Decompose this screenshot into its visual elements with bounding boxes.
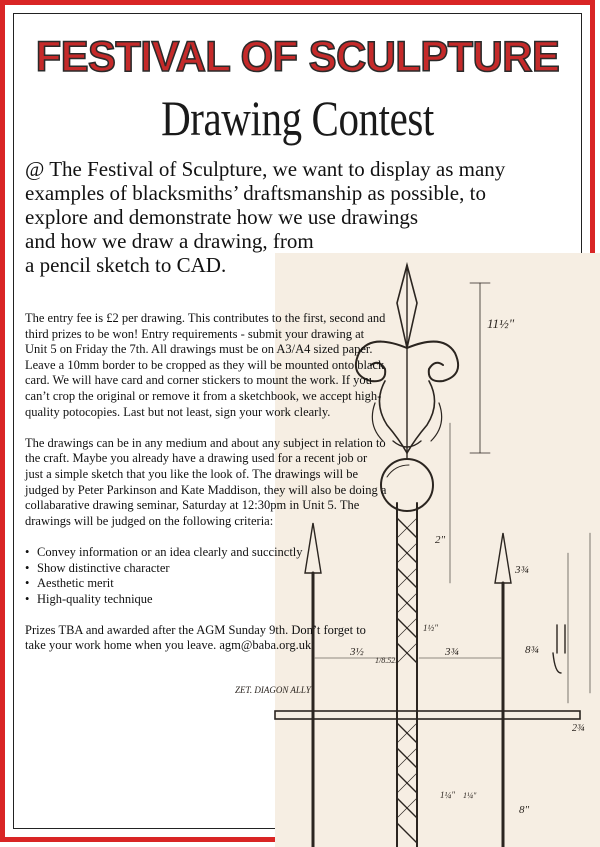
- entry-paragraph: The entry fee is £2 per drawing. This contributes to the first, second and third prizes to be won! Entry requirements - submit your drawing at Unit 5 on Friday the 7th. All drawings must be on A3/A4 sized paper. Leave a 10mm border to be cropped as they will be mounted onto black card. We will have card and corner stickers to mount the work. If you can’t crop the original or remove it from a sketchbook, we accept high-quality potocopies. Last but not least, sign your work clearly.: [25, 311, 386, 419]
- dimension-label: 1½": [423, 623, 439, 633]
- intro-line: @ The Festival of Sculpture, we want to display as many: [25, 157, 506, 181]
- criteria-item: [25, 545, 387, 561]
- criteria-item: [25, 576, 387, 592]
- intro-line: a pencil sketch to CAD.: [25, 253, 227, 277]
- dimension-label: 8¾: [525, 644, 539, 656]
- intro-line: and how we draw a drawing, from: [25, 229, 314, 253]
- bullet-icon: •: [25, 544, 30, 559]
- dimension-label: 3½: [350, 646, 364, 658]
- poster-title: FESTIVAL OF SCULPTURE: [35, 33, 560, 81]
- dimension-label: ZET. DIAGON ALLY: [235, 685, 311, 695]
- dimension-label: 1¼": [440, 790, 456, 800]
- dimension-label: 11½": [487, 316, 515, 331]
- bullet-icon: •: [25, 560, 30, 575]
- judging-paragraph: The drawings can be in any medium and about any subject in relation to the craft. Maybe you already have a drawing used for a recent job or just a simple sketch that you like the look of. The drawings will be judged by Peter Parkinson and Kate Maddison, they will also be doing a collabarative drawing seminar, Saturday at 12:30pm in Unit 5. The drawings will be judged on the following criteria:: [25, 435, 387, 528]
- dimension-label: 1/8.52.: [375, 656, 398, 665]
- criteria-text: Show distinctive character: [37, 560, 170, 575]
- criteria-text: Convey information or an idea clearly and succinctly: [37, 544, 303, 559]
- intro-line: explore and demonstrate how we use drawings: [25, 205, 419, 229]
- dimension-label: 3¾: [445, 646, 459, 658]
- dimension-label: 2": [435, 534, 446, 546]
- criteria-text: High-quality technique: [37, 591, 153, 606]
- prizes-paragraph: Prizes TBA and awarded after the AGM Sunday 9th. Don’t forget to take your work home when you leave. agm@baba.org.uk: [25, 622, 366, 653]
- dimension-label: 3¾: [515, 564, 529, 576]
- criteria-item: [25, 592, 387, 608]
- criteria-item: [25, 561, 387, 577]
- criteria-text: Aesthetic merit: [37, 576, 114, 591]
- bullet-icon: •: [25, 576, 30, 591]
- bullet-icon: •: [25, 591, 30, 606]
- poster-subtitle: Drawing Contest: [161, 90, 434, 146]
- criteria-list: [25, 545, 387, 607]
- dimension-label: 8": [519, 804, 530, 816]
- dimension-label: 2¾: [572, 723, 585, 734]
- intro-line: examples of blacksmiths’ draftsmanship as possible, to: [25, 181, 486, 205]
- dimension-label: 1¼": [463, 791, 477, 800]
- rules-text: [25, 311, 387, 670]
